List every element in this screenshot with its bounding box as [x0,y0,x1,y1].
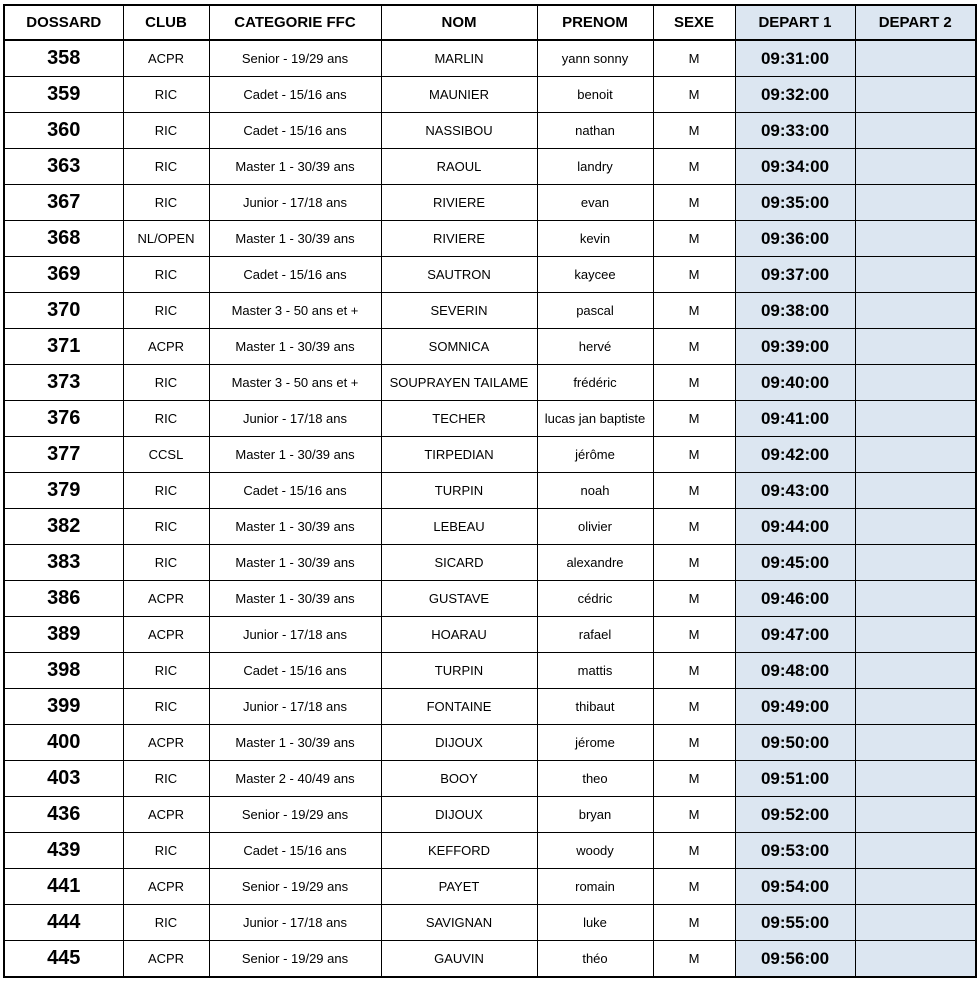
club-cell: RIC [123,113,209,149]
categorie-cell: Junior - 17/18 ans [209,617,381,653]
prenom-cell: théo [537,941,653,978]
header-dossard: DOSSARD [4,5,123,40]
categorie-cell: Master 1 - 30/39 ans [209,221,381,257]
depart2-cell [855,761,976,797]
club-cell: ACPR [123,725,209,761]
depart2-cell [855,545,976,581]
nom-cell: FONTAINE [381,689,537,725]
dossard-cell: 370 [4,293,123,329]
club-cell: RIC [123,689,209,725]
depart1-cell: 09:38:00 [735,293,855,329]
nom-cell: GUSTAVE [381,581,537,617]
table-row [4,149,976,185]
prenom-cell: luke [537,905,653,941]
table-row [4,185,976,221]
dossard-cell: 382 [4,509,123,545]
sexe-cell: M [653,149,735,185]
sexe-cell: M [653,653,735,689]
club-cell: RIC [123,473,209,509]
dossard-cell: 358 [4,40,123,77]
depart1-cell: 09:31:00 [735,40,855,77]
depart2-cell [855,329,976,365]
sexe-cell: M [653,437,735,473]
club-cell: ACPR [123,329,209,365]
depart1-cell: 09:45:00 [735,545,855,581]
nom-cell: SEVERIN [381,293,537,329]
club-cell: RIC [123,185,209,221]
header-row [4,5,976,40]
depart1-cell: 09:55:00 [735,905,855,941]
nom-cell: TURPIN [381,653,537,689]
table-row [4,581,976,617]
table-row [4,653,976,689]
sexe-cell: M [653,221,735,257]
nom-cell: SOUPRAYEN TAILAME [381,365,537,401]
prenom-cell: benoit [537,77,653,113]
sexe-cell: M [653,365,735,401]
dossard-cell: 359 [4,77,123,113]
depart2-cell [855,77,976,113]
header-categorie: CATEGORIE FFC [209,5,381,40]
sexe-cell: M [653,833,735,869]
nom-cell: DIJOUX [381,797,537,833]
sexe-cell: M [653,941,735,978]
club-cell: RIC [123,257,209,293]
table-row [4,833,976,869]
depart2-cell [855,509,976,545]
club-cell: RIC [123,509,209,545]
depart2-cell [855,365,976,401]
categorie-cell: Master 3 - 50 ans et + [209,293,381,329]
prenom-cell: theo [537,761,653,797]
table-row [4,869,976,905]
club-cell: RIC [123,653,209,689]
prenom-cell: jérome [537,725,653,761]
table-row [4,689,976,725]
depart1-cell: 09:40:00 [735,365,855,401]
depart2-cell [855,221,976,257]
table-row [4,725,976,761]
depart1-cell: 09:37:00 [735,257,855,293]
dossard-cell: 386 [4,581,123,617]
prenom-cell: evan [537,185,653,221]
sexe-cell: M [653,257,735,293]
prenom-cell: rafael [537,617,653,653]
depart1-cell: 09:56:00 [735,941,855,978]
depart2-cell [855,257,976,293]
club-cell: ACPR [123,581,209,617]
depart2-cell [855,473,976,509]
nom-cell: LEBEAU [381,509,537,545]
club-cell: ACPR [123,40,209,77]
categorie-cell: Cadet - 15/16 ans [209,113,381,149]
dossard-cell: 360 [4,113,123,149]
sexe-cell: M [653,905,735,941]
header-club: CLUB [123,5,209,40]
nom-cell: SOMNICA [381,329,537,365]
depart1-cell: 09:54:00 [735,869,855,905]
categorie-cell: Master 1 - 30/39 ans [209,581,381,617]
prenom-cell: lucas jan baptiste [537,401,653,437]
depart1-cell: 09:36:00 [735,221,855,257]
start-list-table [3,4,977,978]
dossard-cell: 444 [4,905,123,941]
dossard-cell: 389 [4,617,123,653]
nom-cell: SAVIGNAN [381,905,537,941]
club-cell: ACPR [123,941,209,978]
depart2-cell [855,293,976,329]
categorie-cell: Cadet - 15/16 ans [209,653,381,689]
nom-cell: BOOY [381,761,537,797]
depart2-cell [855,185,976,221]
sexe-cell: M [653,293,735,329]
categorie-cell: Master 3 - 50 ans et + [209,365,381,401]
prenom-cell: alexandre [537,545,653,581]
nom-cell: KEFFORD [381,833,537,869]
table-row [4,545,976,581]
prenom-cell: jérôme [537,437,653,473]
club-cell: ACPR [123,869,209,905]
header-depart1: DEPART 1 [735,5,855,40]
sexe-cell: M [653,725,735,761]
sexe-cell: M [653,617,735,653]
table-row [4,221,976,257]
prenom-cell: noah [537,473,653,509]
header-sexe: SEXE [653,5,735,40]
table-row [4,329,976,365]
table-row [4,401,976,437]
depart2-cell [855,689,976,725]
sexe-cell: M [653,545,735,581]
table-row [4,293,976,329]
depart1-cell: 09:47:00 [735,617,855,653]
prenom-cell: bryan [537,797,653,833]
table-row [4,905,976,941]
dossard-cell: 399 [4,689,123,725]
depart1-cell: 09:53:00 [735,833,855,869]
table-row [4,797,976,833]
sexe-cell: M [653,401,735,437]
depart2-cell [855,40,976,77]
sexe-cell: M [653,113,735,149]
prenom-cell: yann sonny [537,40,653,77]
nom-cell: NASSIBOU [381,113,537,149]
prenom-cell: thibaut [537,689,653,725]
categorie-cell: Cadet - 15/16 ans [209,257,381,293]
nom-cell: PAYET [381,869,537,905]
categorie-cell: Junior - 17/18 ans [209,905,381,941]
club-cell: RIC [123,365,209,401]
table-row [4,365,976,401]
categorie-cell: Master 1 - 30/39 ans [209,329,381,365]
categorie-cell: Master 1 - 30/39 ans [209,545,381,581]
prenom-cell: landry [537,149,653,185]
depart2-cell [855,833,976,869]
depart1-cell: 09:32:00 [735,77,855,113]
categorie-cell: Cadet - 15/16 ans [209,833,381,869]
nom-cell: RAOUL [381,149,537,185]
club-cell: NL/OPEN [123,221,209,257]
depart2-cell [855,149,976,185]
sexe-cell: M [653,509,735,545]
prenom-cell: olivier [537,509,653,545]
depart1-cell: 09:33:00 [735,113,855,149]
depart1-cell: 09:43:00 [735,473,855,509]
table-row [4,257,976,293]
nom-cell: SICARD [381,545,537,581]
depart2-cell [855,437,976,473]
categorie-cell: Junior - 17/18 ans [209,185,381,221]
depart2-cell [855,617,976,653]
dossard-cell: 400 [4,725,123,761]
nom-cell: DIJOUX [381,725,537,761]
prenom-cell: frédéric [537,365,653,401]
dossard-cell: 367 [4,185,123,221]
dossard-cell: 439 [4,833,123,869]
prenom-cell: mattis [537,653,653,689]
dossard-cell: 383 [4,545,123,581]
nom-cell: HOARAU [381,617,537,653]
club-cell: RIC [123,905,209,941]
club-cell: RIC [123,833,209,869]
categorie-cell: Master 1 - 30/39 ans [209,509,381,545]
depart2-cell [855,869,976,905]
categorie-cell: Senior - 19/29 ans [209,869,381,905]
club-cell: CCSL [123,437,209,473]
depart1-cell: 09:34:00 [735,149,855,185]
nom-cell: GAUVIN [381,941,537,978]
club-cell: RIC [123,149,209,185]
depart1-cell: 09:42:00 [735,437,855,473]
header-depart2: DEPART 2 [855,5,976,40]
categorie-cell: Junior - 17/18 ans [209,401,381,437]
table-row [4,761,976,797]
nom-cell: RIVIERE [381,221,537,257]
nom-cell: RIVIERE [381,185,537,221]
dossard-cell: 377 [4,437,123,473]
club-cell: RIC [123,293,209,329]
club-cell: ACPR [123,797,209,833]
categorie-cell: Senior - 19/29 ans [209,941,381,978]
sexe-cell: M [653,797,735,833]
depart1-cell: 09:46:00 [735,581,855,617]
depart1-cell: 09:50:00 [735,725,855,761]
dossard-cell: 369 [4,257,123,293]
header-prenom: PRENOM [537,5,653,40]
dossard-cell: 368 [4,221,123,257]
header-nom: NOM [381,5,537,40]
categorie-cell: Master 1 - 30/39 ans [209,725,381,761]
depart2-cell [855,797,976,833]
nom-cell: TURPIN [381,473,537,509]
categorie-cell: Senior - 19/29 ans [209,797,381,833]
depart1-cell: 09:49:00 [735,689,855,725]
dossard-cell: 371 [4,329,123,365]
table-row [4,509,976,545]
nom-cell: TIRPEDIAN [381,437,537,473]
categorie-cell: Master 2 - 40/49 ans [209,761,381,797]
depart2-cell [855,581,976,617]
depart1-cell: 09:35:00 [735,185,855,221]
depart1-cell: 09:48:00 [735,653,855,689]
depart2-cell [855,401,976,437]
sexe-cell: M [653,473,735,509]
depart1-cell: 09:52:00 [735,797,855,833]
table-row [4,113,976,149]
categorie-cell: Master 1 - 30/39 ans [209,149,381,185]
dossard-cell: 398 [4,653,123,689]
club-cell: RIC [123,401,209,437]
categorie-cell: Senior - 19/29 ans [209,40,381,77]
dossard-cell: 403 [4,761,123,797]
dossard-cell: 436 [4,797,123,833]
prenom-cell: kevin [537,221,653,257]
categorie-cell: Cadet - 15/16 ans [209,77,381,113]
sexe-cell: M [653,869,735,905]
club-cell: RIC [123,545,209,581]
table-body [4,40,976,977]
prenom-cell: woody [537,833,653,869]
dossard-cell: 445 [4,941,123,978]
depart2-cell [855,725,976,761]
depart1-cell: 09:41:00 [735,401,855,437]
table-row [4,941,976,978]
table-row [4,77,976,113]
prenom-cell: romain [537,869,653,905]
sexe-cell: M [653,761,735,797]
table-row [4,617,976,653]
depart2-cell [855,653,976,689]
prenom-cell: cédric [537,581,653,617]
prenom-cell: kaycee [537,257,653,293]
categorie-cell: Cadet - 15/16 ans [209,473,381,509]
depart1-cell: 09:39:00 [735,329,855,365]
nom-cell: MARLIN [381,40,537,77]
nom-cell: MAUNIER [381,77,537,113]
dossard-cell: 376 [4,401,123,437]
table-row [4,40,976,77]
prenom-cell: pascal [537,293,653,329]
club-cell: ACPR [123,617,209,653]
dossard-cell: 363 [4,149,123,185]
prenom-cell: nathan [537,113,653,149]
prenom-cell: hervé [537,329,653,365]
categorie-cell: Junior - 17/18 ans [209,689,381,725]
sexe-cell: M [653,185,735,221]
table-row [4,437,976,473]
sexe-cell: M [653,40,735,77]
depart2-cell [855,113,976,149]
depart1-cell: 09:44:00 [735,509,855,545]
nom-cell: SAUTRON [381,257,537,293]
club-cell: RIC [123,77,209,113]
depart2-cell [855,941,976,978]
categorie-cell: Master 1 - 30/39 ans [209,437,381,473]
sexe-cell: M [653,329,735,365]
dossard-cell: 441 [4,869,123,905]
sexe-cell: M [653,689,735,725]
dossard-cell: 379 [4,473,123,509]
sexe-cell: M [653,77,735,113]
table-row [4,473,976,509]
nom-cell: TECHER [381,401,537,437]
club-cell: RIC [123,761,209,797]
depart2-cell [855,905,976,941]
dossard-cell: 373 [4,365,123,401]
depart1-cell: 09:51:00 [735,761,855,797]
sexe-cell: M [653,581,735,617]
